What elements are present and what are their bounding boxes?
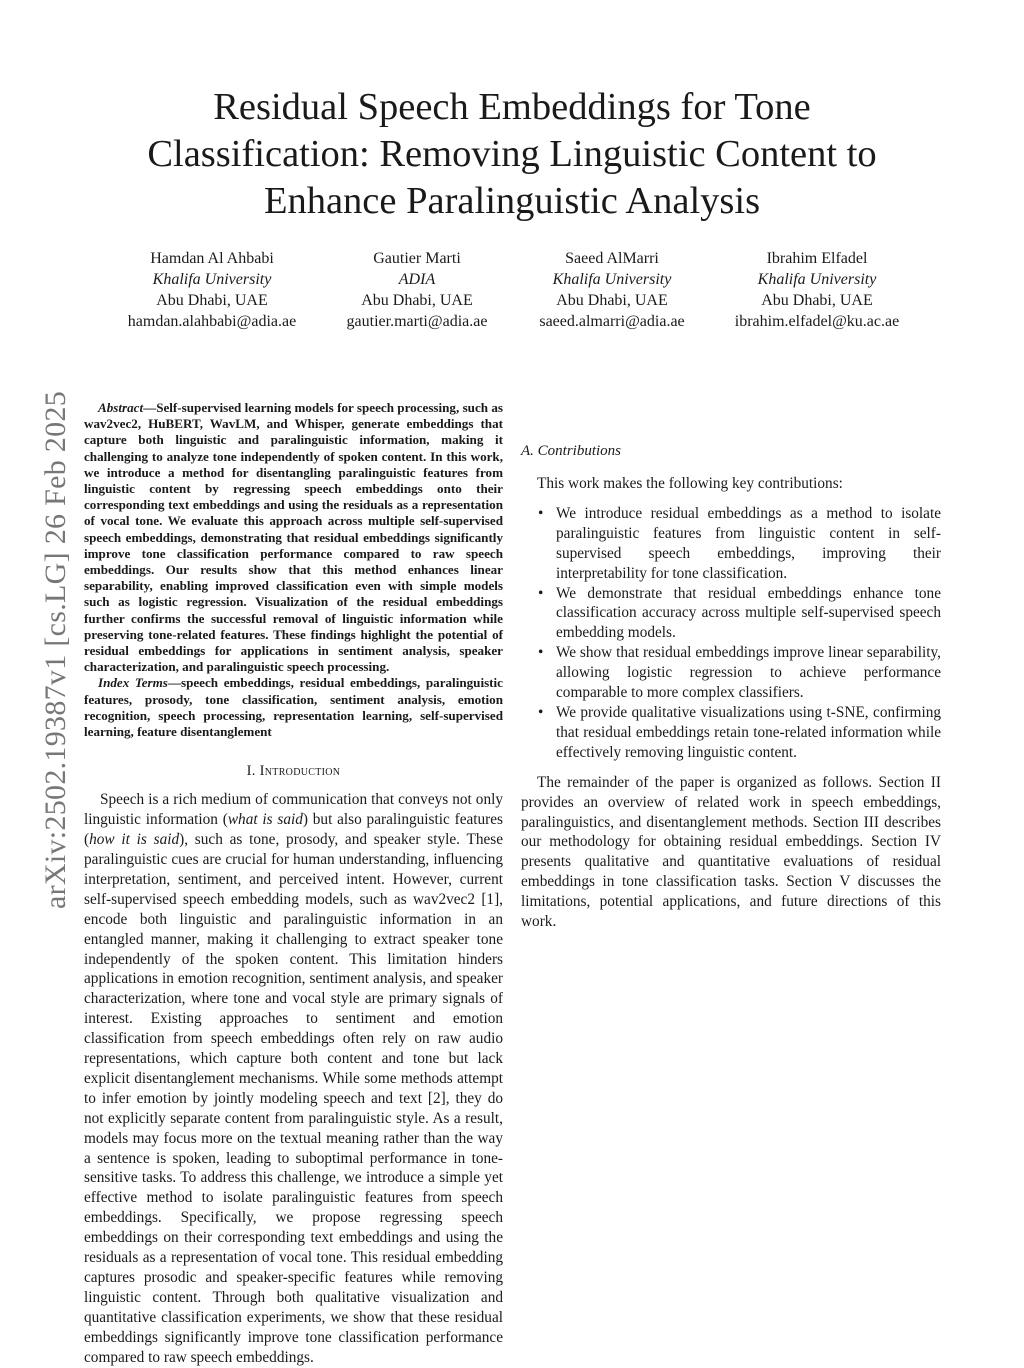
intro-text-b: ) but also paralinguistic features ( (84, 811, 504, 849)
intro-emphasis-how: how it is said (89, 831, 180, 849)
index-terms-label: Index Terms (98, 675, 168, 691)
author-2 (317, 248, 517, 332)
author-name: Ibrahim Elfadel (766, 250, 868, 267)
bullet-icon: • (538, 584, 544, 602)
author-affiliation: Khalifa University (757, 271, 877, 288)
contributions-list (521, 504, 941, 763)
section-heading-introduction (84, 763, 503, 780)
author-affiliation: Khalifa University (552, 271, 672, 288)
author-email: gautier.marti@adia.ae (346, 313, 488, 330)
contributions-intro: This work makes the following key contributions: (537, 475, 843, 492)
list-item-text: We show that residual embeddings improve linear separability, allowing logistic regression to achieve performance comparable to more complex classifiers. (556, 644, 941, 702)
abstract (84, 400, 503, 675)
intro-text-a: Speech is a rich medium of communication that conveys not only linguistic information ( (84, 791, 503, 829)
bullet-icon: • (538, 644, 544, 662)
paper-outline-paragraph: The remainder of the paper is organized as follows. Section II provides an overview of related work in speech embeddings, paralinguistics, and disentanglement methods. Section III describes our methodology for obtaining residual embeddings. Section IV presents qualitative and quantitative evaluations of residual embeddings in tone classification tasks. Section V discusses the limitations, potential applications, and future directions of this work. (521, 773, 941, 931)
list-item-text: We provide qualitative visualizations using t-SNE, confirming that residual embeddings retain tone-related information while effectively removing linguistic content. (556, 703, 941, 761)
list-item (521, 504, 941, 584)
author-3 (512, 248, 712, 332)
author-location: Abu Dhabi, UAE (156, 292, 268, 309)
author-name: Hamdan Al Ahbabi (150, 250, 274, 267)
author-block (112, 248, 920, 338)
author-name: Saeed AlMarri (565, 250, 659, 267)
author-location: Abu Dhabi, UAE (361, 292, 473, 309)
left-column (84, 400, 503, 1368)
author-email: hamdan.alahbabi@adia.ae (127, 313, 297, 330)
intro-emphasis-what: what is said (227, 811, 303, 829)
author-4 (714, 248, 920, 332)
right-column (521, 400, 941, 932)
list-item (521, 703, 941, 763)
list-item (521, 584, 941, 644)
bullet-icon: • (538, 703, 544, 721)
author-affiliation: Khalifa University (152, 271, 272, 288)
section-numeral: I. (246, 763, 260, 780)
subsection-heading-contributions: A. Contributions (521, 443, 622, 459)
list-item-text: We demonstrate that residual embeddings enhance tone classification accuracy across multiple self-supervised speech embedding models. (556, 584, 941, 642)
paper-title: Residual Speech Embeddings for Tone Classification: Removing Linguistic Content to Enhance Paralinguistic Analysis (147, 86, 877, 222)
abstract-label: Abstract (98, 400, 144, 415)
list-item (521, 643, 941, 703)
author-name: Gautier Marti (373, 250, 461, 267)
author-location: Abu Dhabi, UAE (556, 292, 668, 309)
list-item-text: We introduce residual embeddings as a method to isolate paralinguistic features from linguistic content in self-supervised speech embeddings, improving their interpretability for tone classification. (556, 504, 941, 582)
introduction-paragraph (84, 790, 503, 1367)
index-terms (84, 675, 503, 740)
author-email: saeed.almarri@adia.ae (539, 313, 685, 330)
author-location: Abu Dhabi, UAE (761, 292, 873, 309)
author-affiliation: ADIA (398, 271, 436, 288)
author-1 (112, 248, 312, 332)
arxiv-identifier: arXiv:2502.19387v1 [cs.LG] 26 Feb 2025 (39, 390, 72, 910)
intro-text-c: ), such as tone, prosody, and speaker style. These paralinguistic cues are crucial for human understanding, influencing interpretation, sentiment, and perceived intent. However, current self-supervised speech embedding models, such as wav2vec2 [1], encode both linguistic and paralinguistic information in an entangled manner, making it challenging to extract speaker tone independently of the spoken content. This limitation hinders applications in emotion recognition, sentiment analysis, and speaker characterization, where tone and vocal style are primary signals of interest. Existing approaches to sentiment and emotion classification from speech embeddings often rely on raw audio representations, which capture both content and tone but lack explicit disentanglement mechanisms. While some methods attempt to infer emotion by jointly modeling speech and text [2], they do not explicitly separate content from paralinguistic style. As a result, models may focus more on the textual meaning rather than the way a sentence is spoken, leading to suboptimal performance in tone-sensitive tasks. To address this challenge, we introduce a simple yet effective method to isolate paralinguistic features from speech embeddings. Specifically, we propose regressing speech embeddings on their corresponding text embeddings and using the residuals as a representation of vocal tone. This residual embedding captures prosodic and speaker-specific features while removing linguistic content. Through both qualitative visualization and quantitative classification experiments, we show that these residual embeddings significantly improve tone classification performance compared to raw speech embeddings. (84, 831, 503, 1366)
author-email: ibrahim.elfadel@ku.ac.ae (734, 313, 900, 330)
abstract-text: —Self-supervised learning models for speech processing, such as wav2vec2, HuBERT, WavLM, and Whisper, generate embeddings that capture both linguistic and paralinguistic information, making it challenging to analyze tone independently of spoken content. In this work, we introduce a method for disentangling paralinguistic features from linguistic content by regressing speech embeddings onto their corresponding text embeddings and using the residuals as a representation of vocal tone. We evaluate this approach across multiple self-supervised speech embeddings, demonstrating that residual embeddings significantly improve tone classification performance compared to raw speech embeddings. Our results show that this method enhances linear separability, enabling improved classification even with simple models such as logistic regression. Visualization of the residual embeddings further confirms the successful removal of linguistic information while preserving tone-related features. These findings highlight the potential of residual embeddings for applications in sentiment analysis, speaker characterization, and paralinguistic speech processing. (84, 400, 503, 675)
section-title: Introduction (259, 763, 341, 780)
bullet-icon: • (538, 504, 544, 522)
index-terms-text: —speech embeddings, residual embeddings, paralinguistic features, prosody, tone classification, sentiment analysis, emotion recognition, speech processing, representation learning, self-supervised learning, feature disentanglement (84, 675, 503, 740)
